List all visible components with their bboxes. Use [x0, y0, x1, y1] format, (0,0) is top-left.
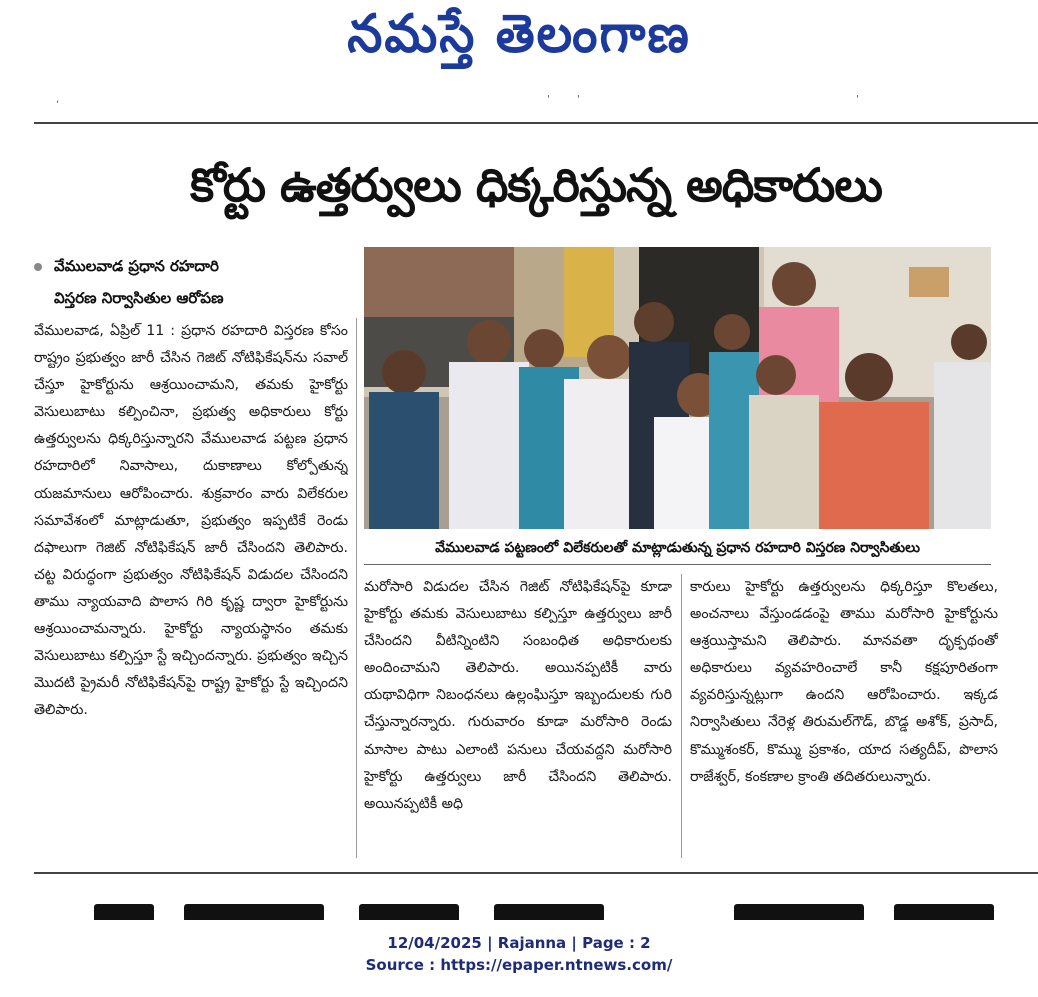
group-photo-illustration [364, 247, 991, 529]
bottom-rule [34, 872, 1038, 874]
next-article-cutoff-headline [94, 900, 1038, 920]
masthead [0, 0, 1038, 80]
top-rule [34, 122, 1038, 124]
bullet-icon [34, 263, 42, 271]
article-photo [364, 247, 991, 529]
column-divider [681, 574, 682, 858]
newspaper-logo: నమస్తే తెలంగాణ [347, 2, 691, 64]
footer-edition-info: 12/04/2025 | Rajanna | Page : 2 [387, 934, 651, 952]
column-divider [356, 318, 357, 858]
subhead-line-2: విస్తరణ నిర్వాసితుల ఆరోపణ [54, 289, 224, 307]
article-subhead [34, 250, 354, 314]
masthead-separator-marks: , ' ' ' [56, 94, 859, 105]
page-footer [0, 932, 1038, 976]
article-column-3: కారులు హైకోర్టు ఉత్తర్వులను ధిక్కరిస్తూ కొలతలు, అంచనాలు వేస్తుండడంపై తాము మరోసారి హైకోర్టును ఆశ్రయిస్తామని తెలిపారు. మానవతా దృక్పథంతో అధికారులు వ్యవహరించాలే కానీ కక్షపూరితంగా వ్యవరిస్తున్నట్లుగా ఉందని ఆరోపించారు. ఇక్కడ నిర్వాసితులు నేరెళ్ల తిరుమల్‌గౌడ్, బొడ్డ అశోక్, ప్రసాద్, కొమ్ముశంకర్, కొమ్ము ప్రకాశం, యాద సత్యదీప్, పొలాస రాజేశ్వర్, కంకణాల క్రాంతి తదితరులున్నారు. [690, 579, 998, 785]
photo-caption: వేములవాడ పట్టణంలో విలేకరులతో మాట్లాడుతున్న ప్రధాన రహదారి విస్తరణ నిర్వాసితులు [364, 534, 991, 565]
article-column-2: మరోసారి విడుదల చేసిన గెజిట్ నోటిఫికేషన్‌పై కూడా హైకోర్టు తమకు వెసులుబాటు కల్పిస్తూ ఉత్తర్వులు జారీ చేసిందని వీటిన్నింటిని సంబంధిత అధికారులకు అందించామని తెలిపారు. అయినప్పటికీ వారు యథావిధిగా నిబంధనలు ఉల్లంఘిస్తూ ఇబ్బందులకు గురి చేస్తున్నారన్నారు. గురువారం కూడా మరోసారి రెండు మాసాల పాటు ఎలాంటి పనులు చేయవద్దని మరోసారి హైకోర్టు ఉత్తర్వులు జారీ చేసిందని తెలిపారు. అయినప్పటికీ అధి [364, 579, 672, 812]
article-column-1: వేములవాడ, ఏప్రిల్ 11 : ప్రధాన రహదారి విస్తరణ కోసం రాష్ట్రం ప్రభుత్వం జారీ చేసిన గెజిట్ నోటిఫికేషన్‌ను సవాల్ చేస్తూ హైకోర్టును ఆశ్రయించామని, తమకు హైకోర్టు వెసులుబాటు కల్పించినా, ప్రభుత్వ అధికారులు కోర్టు ఉత్తర్వులను ధిక్కరిస్తున్నారని వేములవాడ పట్టణ ప్రధాన రహదారిలో నివాసాలు, దుకాణాలు కోల్పోతున్న యజమానులు ఆరోపించారు. శుక్రవారం వారు విలేకరుల సమావేశంలో మాట్లాడుతూ, ప్రభుత్వం ఇప్పటికే రెండు దఫాలుగా గెజిట్ నోటిఫికేషన్ జారీ చేసిందని తెలిపారు. చట్ట విరుద్ధంగా ప్రభుత్వం నోటిఫికేషన్ విడుదల చేసిందని తాము న్యాయవాది పొలాస గిరి కృష్ణ ద్వారా హైకోర్టును ఆశ్రయించామన్నారు. హైకోర్టు న్యాయస్థానం తమకు వెసులుబాటు కల్పిస్తూ స్టే ఇచ్చిందన్నారు. ప్రభుత్వం ఇచ్చిన మొదటి ప్రైమరీ నోటిఫికేషన్‌పై రాష్ట్ర హైకోర్టు స్టే ఇచ్చిందని తెలిపారు. [34, 323, 348, 719]
article-headline: కోర్టు ఉత్తర్వులు ధిక్కరిస్తున్న అధికారులు [190, 158, 882, 212]
footer-source-link[interactable]: Source : https://epaper.ntnews.com/ [365, 956, 673, 974]
subhead-line-1: వేములవాడ ప్రధాన రహదారి [54, 257, 219, 275]
